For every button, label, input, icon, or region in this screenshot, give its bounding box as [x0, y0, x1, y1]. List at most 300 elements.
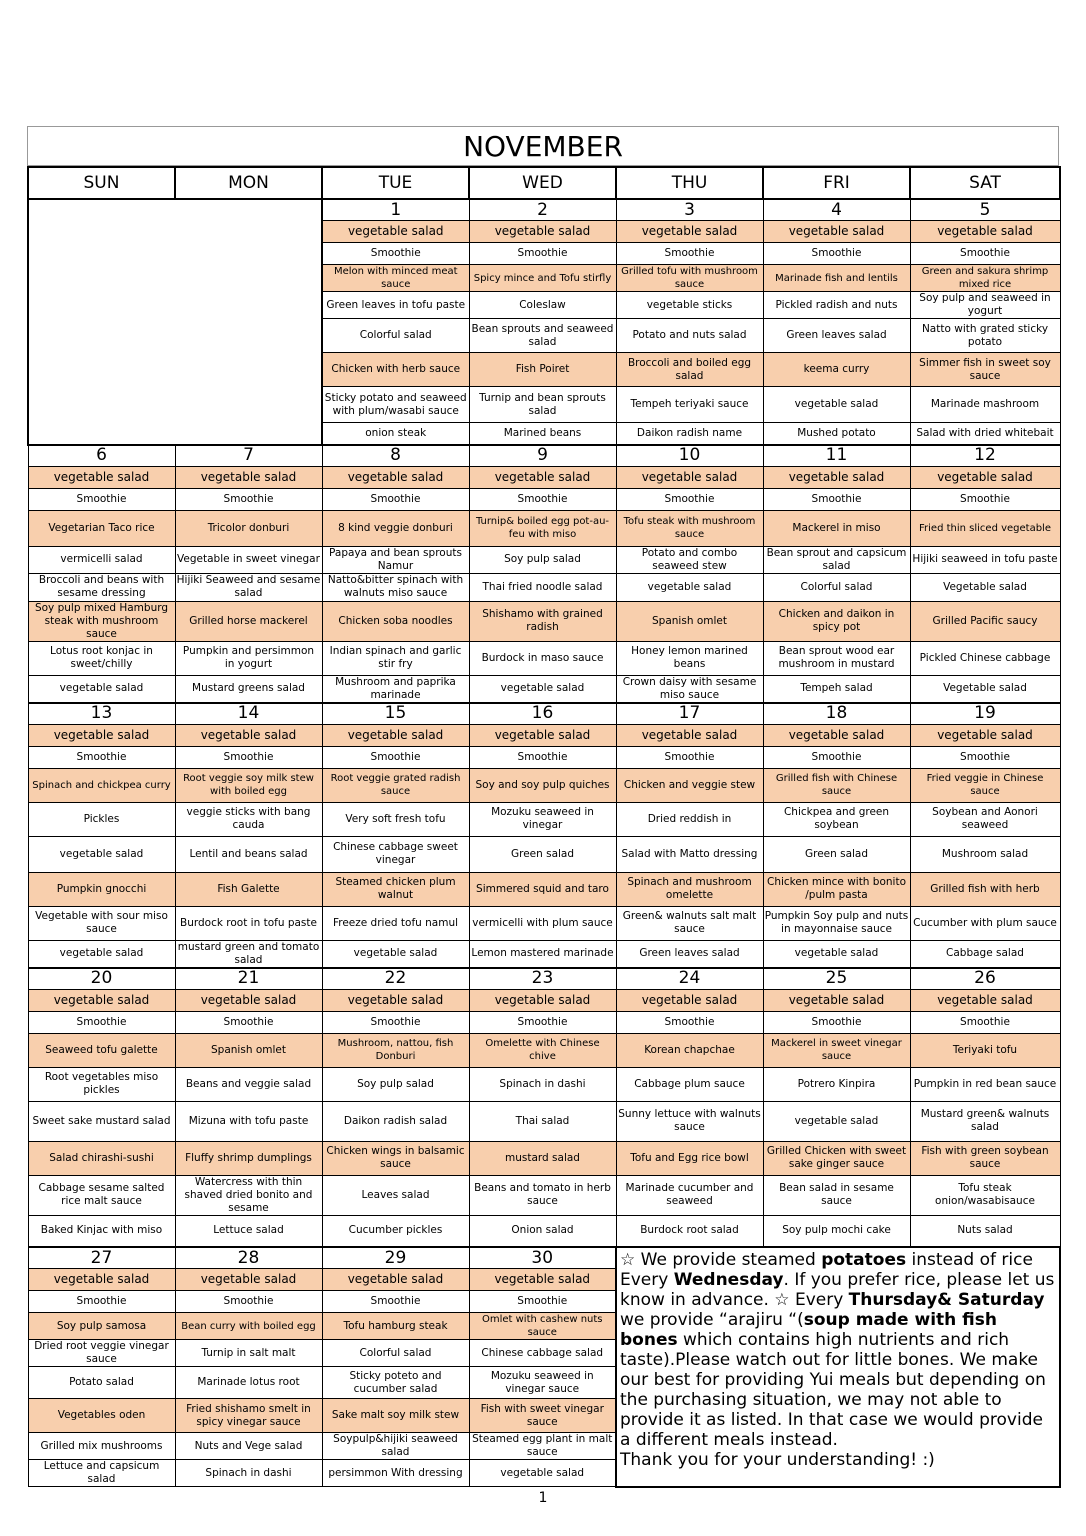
meal-item: vegetable salad: [469, 675, 616, 703]
meal-item: Crown daisy with sesame miso sauce: [616, 675, 763, 703]
meal-item: Grilled horse mackerel: [175, 601, 322, 641]
meal-item: Root veggie soy milk stew with boiled egg: [175, 768, 322, 802]
day-number: 27: [28, 1247, 175, 1269]
meal-item: vegetable salad: [763, 387, 910, 423]
meal-item: Tofu and Egg rice bowl: [616, 1141, 763, 1175]
meal-item: Fish Galette: [175, 872, 322, 906]
meal-item: vegetable salad: [910, 466, 1060, 488]
notice-text: [616, 1247, 1060, 1487]
meal-item: Smoothie: [322, 243, 469, 265]
empty-cell: [28, 199, 322, 445]
meal-item: Smoothie: [175, 1011, 322, 1033]
meal-row: [28, 510, 1060, 546]
meal-item: Vegetable salad: [910, 675, 1060, 703]
meal-item: Chicken wings in balsamic sauce: [322, 1141, 469, 1175]
meal-item: vegetable salad: [763, 724, 910, 746]
weekday-header: MON: [175, 167, 322, 199]
meal-item: Tempeh salad: [763, 675, 910, 703]
notice-segment: instead of rice Every: [620, 1250, 1033, 1290]
date-row: [28, 703, 1060, 725]
month-title: NOVEMBER: [27, 126, 1059, 166]
meal-item: vegetable salad: [469, 466, 616, 488]
meal-item: Colorful salad: [763, 573, 910, 601]
meal-item: Mushroom and paprika marinade: [322, 675, 469, 703]
meal-item: Baked Kinjac with miso: [28, 1215, 175, 1247]
notice-emphasis: Thursday& Saturday: [848, 1290, 1045, 1310]
meal-item: Potrero Kinpira: [763, 1067, 910, 1101]
meal-item: Fish with sweet vinegar sauce: [469, 1399, 616, 1433]
meal-item: Root vegetables miso pickles: [28, 1067, 175, 1101]
meal-item: Seaweed tofu galette: [28, 1033, 175, 1067]
meal-item: vegetable salad: [763, 466, 910, 488]
day-number: 15: [322, 703, 469, 725]
meal-item: Lemon mastered marinade: [469, 940, 616, 968]
day-number: 7: [175, 445, 322, 467]
meal-item: Pumpkin gnocchi: [28, 872, 175, 906]
meal-item: vegetable salad: [175, 466, 322, 488]
meal-item: Chicken with herb sauce: [322, 353, 469, 387]
day-number: 30: [469, 1247, 616, 1269]
meal-item: vegetable salad: [322, 940, 469, 968]
meal-item: Vegetable salad: [910, 573, 1060, 601]
meal-item: Grilled mix mushrooms: [28, 1433, 175, 1460]
meal-item: Daikon radish salad: [322, 1101, 469, 1141]
meal-item: Marined beans: [469, 423, 616, 445]
day-number: 5: [910, 199, 1060, 221]
meal-item: Salad with Matto dressing: [616, 836, 763, 872]
meal-item: Spanish omlet: [616, 601, 763, 641]
meal-item: Melon with minced meat sauce: [322, 265, 469, 292]
day-number: 29: [322, 1247, 469, 1269]
meal-item: Soypulp&hijiki seaweed salad: [322, 1433, 469, 1460]
menu-table: [27, 166, 1061, 1488]
meal-item: Smoothie: [910, 243, 1060, 265]
meal-item: Beans and tomato in herb sauce: [469, 1175, 616, 1215]
meal-item: Green salad: [763, 836, 910, 872]
meal-row: [28, 746, 1060, 768]
meal-item: vegetable salad: [28, 466, 175, 488]
meal-item: Smoothie: [469, 746, 616, 768]
meal-item: vegetable salad: [616, 466, 763, 488]
meal-item: Fish with green soybean sauce: [910, 1141, 1060, 1175]
page-number: 1: [538, 1490, 548, 1506]
meal-row: [28, 488, 1060, 510]
meal-item: Turnip in salt malt: [175, 1340, 322, 1367]
meal-item: vegetable salad: [763, 1101, 910, 1141]
meal-item: Sticky poteto and cucumber salad: [322, 1367, 469, 1399]
meal-item: Green leaves in tofu paste: [322, 292, 469, 319]
meal-item: Potato salad: [28, 1367, 175, 1399]
meal-item: Grilled Chicken with sweet sake ginger sauce: [763, 1141, 910, 1175]
meal-item: Marinade mashroom: [910, 387, 1060, 423]
day-number: 12: [910, 445, 1060, 467]
meal-item: Broccoli and boiled egg salad: [616, 353, 763, 387]
meal-item: Soy pulp samosa: [28, 1313, 175, 1340]
meal-item: Bean sprouts and seaweed salad: [469, 319, 616, 353]
day-number: 26: [910, 968, 1060, 990]
meal-item: vegetable salad: [28, 1269, 175, 1291]
meal-item: Chicken mince with bonito /pulm pasta: [763, 872, 910, 906]
meal-row: [28, 768, 1060, 802]
weekday-header-row: [28, 167, 1060, 199]
day-number: 2: [469, 199, 616, 221]
day-number: 13: [28, 703, 175, 725]
meal-item: vegetable salad: [28, 989, 175, 1011]
meal-item: Chicken soba noodles: [322, 601, 469, 641]
meal-row: [28, 1033, 1060, 1067]
meal-item: Grilled tofu with mushroom sauce: [616, 265, 763, 292]
meal-item: Smoothie: [469, 1291, 616, 1313]
meal-item: Smoothie: [469, 243, 616, 265]
meal-item: Turnip& boiled egg pot-au-feu with miso: [469, 510, 616, 546]
meal-row: [28, 466, 1060, 488]
meal-item: Burdock root salad: [616, 1215, 763, 1247]
meal-item: Smoothie: [28, 1011, 175, 1033]
meal-item: Colorful salad: [322, 319, 469, 353]
meal-item: Onion salad: [469, 1215, 616, 1247]
meal-item: Mizuna with tofu paste: [175, 1101, 322, 1141]
meal-item: Lotus root konjac in sweet/chilly: [28, 641, 175, 675]
notice-emphasis: soup made with fish bones: [620, 1310, 997, 1350]
meal-item: Pickled radish and nuts: [763, 292, 910, 319]
meal-item: vegetable salad: [763, 221, 910, 243]
meal-item: Bean sprout and capsicum salad: [763, 546, 910, 573]
meal-item: Chicken and daikon in spicy pot: [763, 601, 910, 641]
date-row: [28, 445, 1060, 467]
meal-item: vegetable salad: [322, 989, 469, 1011]
meal-item: vegetable salad: [322, 1269, 469, 1291]
meal-item: Hijiki seaweed in tofu paste: [910, 546, 1060, 573]
meal-item: Smoothie: [616, 243, 763, 265]
meal-item: Potato and nuts salad: [616, 319, 763, 353]
meal-item: Smoothie: [469, 488, 616, 510]
meal-item: vegetable salad: [910, 221, 1060, 243]
meal-item: Mozuku seaweed in vinegar sauce: [469, 1367, 616, 1399]
meal-item: Beans and veggie salad: [175, 1067, 322, 1101]
meal-item: Green leaves salad: [616, 940, 763, 968]
meal-item: Smoothie: [763, 243, 910, 265]
meal-item: Fried thin sliced vegetable: [910, 510, 1060, 546]
meal-item: Vegetable with sour miso sauce: [28, 906, 175, 940]
meal-item: Bean salad in sesame sauce: [763, 1175, 910, 1215]
meal-item: Tofu steak with mushroom sauce: [616, 510, 763, 546]
meal-item: Fish Poiret: [469, 353, 616, 387]
meal-item: Spanish omlet: [175, 1033, 322, 1067]
meal-item: Smoothie: [910, 1011, 1060, 1033]
meal-item: persimmon With dressing: [322, 1460, 469, 1487]
weekday-header: TUE: [322, 167, 469, 199]
meal-item: vegetable salad: [28, 724, 175, 746]
day-number: 22: [322, 968, 469, 990]
meal-item: Tempeh teriyaki sauce: [616, 387, 763, 423]
meal-item: Smoothie: [763, 746, 910, 768]
notice-segment: . If you prefer rice, please let us know in advance. ☆ Every: [620, 1270, 1055, 1310]
meal-item: vegetable salad: [616, 989, 763, 1011]
meal-row: [28, 1011, 1060, 1033]
meal-item: Grilled fish with herb: [910, 872, 1060, 906]
meal-item: Burdock root in tofu paste: [175, 906, 322, 940]
day-number: 8: [322, 445, 469, 467]
meal-item: Mushroom, nattou, fish Donburi: [322, 1033, 469, 1067]
meal-item: Smoothie: [910, 746, 1060, 768]
meal-item: Soy pulp salad: [322, 1067, 469, 1101]
meal-item: Steamed chicken plum walnut: [322, 872, 469, 906]
meal-item: Freeze dried tofu namul: [322, 906, 469, 940]
meal-row: [28, 906, 1060, 940]
meal-item: vegetable salad: [616, 573, 763, 601]
meal-item: Smoothie: [322, 488, 469, 510]
meal-item: Tofu steak onion/wasabisauce: [910, 1175, 1060, 1215]
meal-item: vegetable salad: [175, 724, 322, 746]
meal-item: Watercress with thin shaved dried bonito and sesame: [175, 1175, 322, 1215]
meal-item: veggie sticks with bang cauda: [175, 802, 322, 836]
date-row: [28, 968, 1060, 990]
meal-row: [28, 1175, 1060, 1215]
meal-item: vegetable salad: [763, 989, 910, 1011]
meal-item: Nuts and Vege salad: [175, 1433, 322, 1460]
meal-item: Mackerel in miso: [763, 510, 910, 546]
meal-item: Very soft fresh tofu: [322, 802, 469, 836]
meal-item: Pickles: [28, 802, 175, 836]
meal-row: [28, 989, 1060, 1011]
meal-item: Pumpkin and persimmon in yogurt: [175, 641, 322, 675]
meal-item: Green leaves salad: [763, 319, 910, 353]
meal-item: Smoothie: [175, 1291, 322, 1313]
meal-item: Spinach and mushroom omelette: [616, 872, 763, 906]
meal-item: Bean sprout wood ear mushroom in mustard: [763, 641, 910, 675]
meal-item: Simmered squid and taro: [469, 872, 616, 906]
meal-item: Smoothie: [28, 1291, 175, 1313]
meal-item: Green and sakura shrimp mixed rice: [910, 265, 1060, 292]
meal-item: Smoothie: [175, 746, 322, 768]
meal-item: Smoothie: [469, 1011, 616, 1033]
meal-item: Thai fried noodle salad: [469, 573, 616, 601]
meal-item: Spicy mince and Tofu stirfly: [469, 265, 616, 292]
meal-item: Soy pulp mochi cake: [763, 1215, 910, 1247]
meal-item: Daikon radish name: [616, 423, 763, 445]
meal-item: Vegetarian Taco rice: [28, 510, 175, 546]
day-number: 18: [763, 703, 910, 725]
meal-item: Soy pulp and seaweed in yogurt: [910, 292, 1060, 319]
meal-item: Mustard greens salad: [175, 675, 322, 703]
meal-item: vegetable salad: [28, 675, 175, 703]
meal-item: vegetable salad: [910, 724, 1060, 746]
meal-item: Mackerel in sweet vinegar sauce: [763, 1033, 910, 1067]
day-number: 23: [469, 968, 616, 990]
day-number: 16: [469, 703, 616, 725]
meal-item: vegetable salad: [616, 724, 763, 746]
meal-item: 8 kind veggie donburi: [322, 510, 469, 546]
meal-item: Smoothie: [616, 746, 763, 768]
meal-item: vegetable salad: [469, 1269, 616, 1291]
meal-item: mustard salad: [469, 1141, 616, 1175]
day-number: 14: [175, 703, 322, 725]
meal-item: Grilled Pacific saucy: [910, 601, 1060, 641]
meal-item: Mustard green& walnuts salad: [910, 1101, 1060, 1141]
meal-item: Smoothie: [616, 488, 763, 510]
meal-item: Spinach in dashi: [469, 1067, 616, 1101]
meal-item: Vegetables oden: [28, 1399, 175, 1433]
meal-item: Mushroom salad: [910, 836, 1060, 872]
date-row: [28, 1247, 1060, 1269]
notice-emphasis: potatoes: [821, 1250, 907, 1270]
meal-item: Sake malt soy milk stew: [322, 1399, 469, 1433]
meal-item: Hijiki Seaweed and sesame salad: [176, 574, 321, 599]
meal-item: Pickled Chinese cabbage: [910, 641, 1060, 675]
meal-item: vegetable salad: [322, 466, 469, 488]
meal-item: Smoothie: [28, 488, 175, 510]
meal-row: [28, 1067, 1060, 1101]
meal-item: Nuts salad: [910, 1215, 1060, 1247]
meal-item: Spinach and chickpea curry: [28, 768, 175, 802]
day-number: 11: [763, 445, 910, 467]
meal-item: vegetable salad: [910, 989, 1060, 1011]
weekday-header: FRI: [763, 167, 910, 199]
meal-item: Cabbage sesame salted rice malt sauce: [28, 1175, 175, 1215]
meal-item: Smoothie: [910, 488, 1060, 510]
day-number: 24: [616, 968, 763, 990]
meal-item: Soy and soy pulp quiches: [469, 768, 616, 802]
meal-row: [28, 872, 1060, 906]
meal-item: Root veggie grated radish sauce: [322, 768, 469, 802]
meal-item: Turnip and bean sprouts salad: [469, 387, 616, 423]
meal-item: Smoothie: [322, 746, 469, 768]
meal-item: Lettuce and capsicum salad: [28, 1460, 175, 1487]
meal-item: Fried veggie in Chinese sauce: [910, 768, 1060, 802]
meal-item: Fluffy shrimp dumplings: [175, 1141, 322, 1175]
meal-item: Mozuku seaweed in vinegar: [469, 802, 616, 836]
meal-item: Pumpkin in red bean sauce: [910, 1067, 1060, 1101]
meal-item: vegetable salad: [469, 724, 616, 746]
meal-row: [28, 1101, 1060, 1141]
meal-item: vermicelli with plum sauce: [469, 906, 616, 940]
day-number: 3: [616, 199, 763, 221]
meal-item: Marinade lotus root: [175, 1367, 322, 1399]
meal-item: vegetable sticks: [616, 292, 763, 319]
meal-item: vegetable salad: [175, 1269, 322, 1291]
meal-item: onion steak: [322, 423, 469, 445]
meal-item: Natto&bitter spinach with walnuts miso sauce: [322, 573, 469, 601]
meal-item: Smoothie: [175, 488, 322, 510]
meal-item: Natto with grated sticky potato: [910, 319, 1060, 353]
day-number: 21: [175, 968, 322, 990]
weekday-header: WED: [469, 167, 616, 199]
meal-item: vegetable salad: [28, 940, 175, 968]
meal-item: Coleslaw: [469, 292, 616, 319]
meal-item: Soy pulp mixed Hamburg steak with mushroom sauce: [28, 601, 175, 641]
meal-item: vegetable salad: [469, 1460, 616, 1487]
meal-item: Salad with dried whitebait: [910, 423, 1060, 445]
meal-item: Chinese cabbage salad: [469, 1340, 616, 1367]
meal-item: Tofu hamburg steak: [322, 1313, 469, 1340]
meal-item: Mushed potato: [763, 423, 910, 445]
meal-item: Chinese cabbage sweet vinegar: [322, 836, 469, 872]
meal-item: Thai salad: [469, 1101, 616, 1141]
meal-item: Marinade cucumber and seaweed: [616, 1175, 763, 1215]
meal-item: Sunny lettuce with walnuts sauce: [616, 1101, 763, 1141]
meal-item: Colorful salad: [322, 1340, 469, 1367]
meal-item: Smoothie: [322, 1011, 469, 1033]
meal-item: Lentil and beans salad: [175, 836, 322, 872]
meal-row: [28, 675, 1060, 703]
meal-item: Marinade fish and lentils: [763, 265, 910, 292]
day-number: 6: [28, 445, 175, 467]
meal-item: Indian spinach and garlic stir fry: [322, 641, 469, 675]
meal-item: Dried reddish in: [616, 802, 763, 836]
meal-item: Burdock in maso sauce: [469, 641, 616, 675]
meal-row: [28, 836, 1060, 872]
day-number: 25: [763, 968, 910, 990]
meal-item: Green& walnuts salt malt sauce: [616, 906, 763, 940]
meal-item: vermicelli salad: [28, 546, 175, 573]
meal-item: Chicken and veggie stew: [616, 768, 763, 802]
meal-item: Potato and combo seaweed stew: [616, 546, 763, 573]
meal-item: Cabbage plum sauce: [616, 1067, 763, 1101]
meal-row: [28, 724, 1060, 746]
meal-row: [28, 546, 1060, 573]
meal-item: Fried shishamo smelt in spicy vinegar sauce: [175, 1399, 322, 1433]
meal-item: Honey lemon marined beans: [616, 641, 763, 675]
notice-thanks: Thank you for your understanding! :): [620, 1450, 935, 1470]
meal-row: [28, 601, 1060, 641]
meal-item: Papaya and bean sprouts Namur: [322, 546, 469, 573]
meal-row: [28, 1141, 1060, 1175]
meal-item: Teriyaki tofu: [910, 1033, 1060, 1067]
meal-item: Omelette with Chinese chive: [469, 1033, 616, 1067]
meal-item: Lettuce salad: [175, 1215, 322, 1247]
meal-item: Pumpkin Soy pulp and nuts in mayonnaise sauce: [763, 906, 910, 940]
meal-row: [28, 1215, 1060, 1247]
day-number: 9: [469, 445, 616, 467]
meal-item: vegetable salad: [28, 836, 175, 872]
meal-item: vegetable salad: [322, 724, 469, 746]
meal-item: Cucumber pickles: [322, 1215, 469, 1247]
meal-item: Smoothie: [28, 746, 175, 768]
day-number: 17: [616, 703, 763, 725]
meal-row: [28, 802, 1060, 836]
meal-item: Green salad: [469, 836, 616, 872]
meal-item: Salad chirashi-sushi: [28, 1141, 175, 1175]
meal-item: vegetable salad: [763, 940, 910, 968]
meal-item: Leaves salad: [322, 1175, 469, 1215]
meal-item: Soy pulp salad: [469, 546, 616, 573]
meal-item: Cucumber with plum sauce: [910, 906, 1060, 940]
day-number: 28: [175, 1247, 322, 1269]
meal-item: Tricolor donburi: [175, 510, 322, 546]
day-number: 10: [616, 445, 763, 467]
notice-emphasis: Wednesday: [673, 1270, 784, 1290]
meal-item: Vegetable in sweet vinegar: [175, 546, 322, 573]
meal-item: Korean chapchae: [616, 1033, 763, 1067]
meal-item: Soybean and Aonori seaweed: [910, 802, 1060, 836]
notice-segment: which contains high nutrients and rich taste).Please watch out for little bones. We make our best for providing Yui meals but depending on the purchasing situation, we may not able to provide it as listed. In that case we would provide a different meals instead.: [620, 1330, 1046, 1450]
meal-item: Sweet sake mustard salad: [28, 1101, 175, 1141]
weekday-header: THU: [616, 167, 763, 199]
meal-item: keema curry: [763, 353, 910, 387]
meal-item: Grilled fish with Chinese sauce: [763, 768, 910, 802]
meal-item: Broccoli and beans with sesame dressing: [28, 573, 175, 601]
meal-item: vegetable salad: [469, 221, 616, 243]
meal-item: Bean curry with boiled egg: [175, 1313, 322, 1340]
meal-item: Smoothie: [616, 1011, 763, 1033]
meal-item: Smoothie: [322, 1291, 469, 1313]
meal-item: Smoothie: [763, 488, 910, 510]
meal-item: Chickpea and green soybean: [763, 802, 910, 836]
meal-item: mustard green and tomato salad: [175, 940, 322, 968]
meal-item: Steamed egg plant in malt sauce: [469, 1433, 616, 1460]
meal-item: Spinach in dashi: [175, 1460, 322, 1487]
calendar: [27, 126, 1059, 1488]
